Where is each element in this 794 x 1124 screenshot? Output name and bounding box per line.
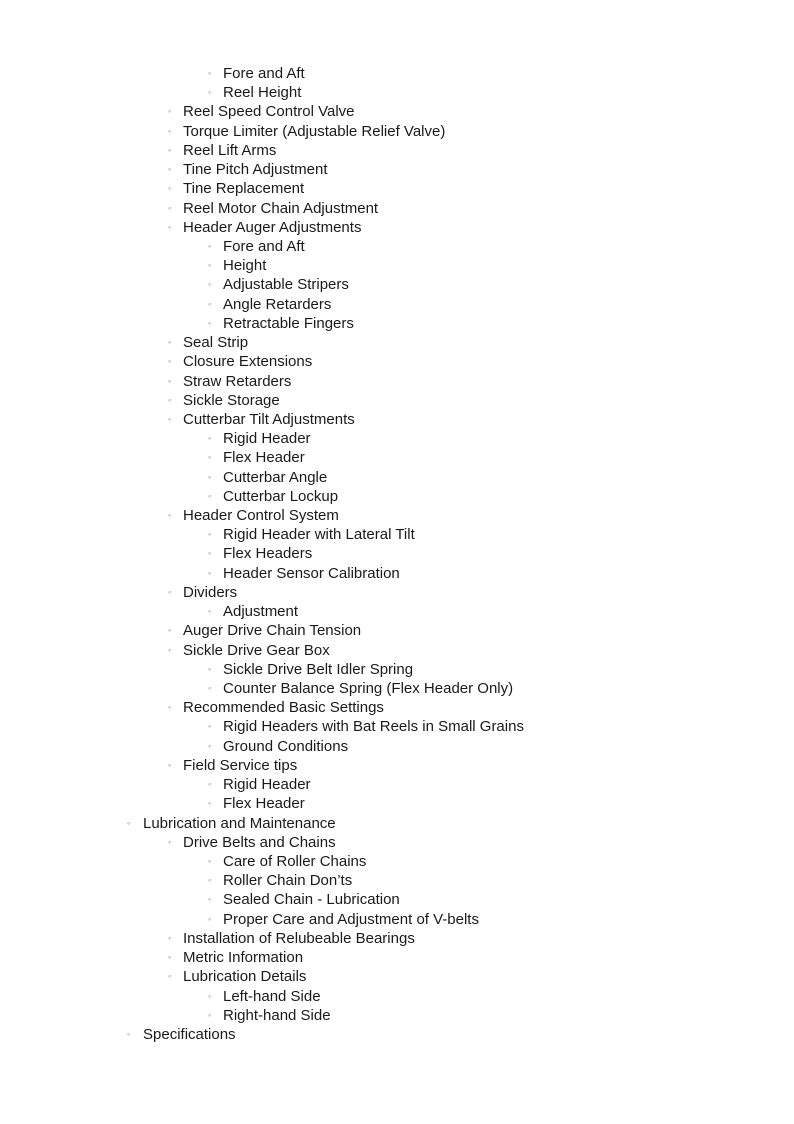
toc-entry-level-2	[0, 583, 794, 602]
toc-entry-level-3	[0, 83, 794, 102]
toc-entry-level-1	[0, 1025, 794, 1044]
toc-entry-level-3	[0, 660, 794, 679]
hollow-bullet-icon: ◦	[208, 606, 212, 617]
toc-entry-label: Metric Information	[183, 949, 304, 967]
hollow-bullet-icon: ◦	[168, 375, 172, 386]
toc-entry-label: Sickle Storage	[183, 391, 280, 409]
toc-entry-label: Cutterbar Angle	[223, 468, 328, 486]
toc-entry-label: Roller Chain Don’ts	[223, 872, 353, 890]
toc-entry-level-2	[0, 967, 794, 986]
toc-entry-level-2	[0, 391, 794, 410]
hollow-bullet-icon: ◦	[168, 644, 172, 655]
toc-entry-level-3	[0, 679, 794, 698]
toc-entry-label: Ground Conditions	[223, 737, 349, 755]
hollow-bullet-icon: ◦	[208, 740, 212, 751]
toc-entry-level-2	[0, 698, 794, 717]
toc-entry-label: Reel Lift Arms	[183, 141, 277, 159]
toc-entry-label: Flex Headers	[223, 545, 313, 563]
hollow-bullet-icon: ◦	[208, 471, 212, 482]
toc-entry-label: Fore and Aft	[223, 65, 305, 82]
hollow-bullet-icon: ◦	[127, 1028, 131, 1039]
toc-entry-label: Lubrication Details	[183, 968, 307, 986]
hollow-bullet-icon: ◦	[208, 875, 212, 886]
hollow-bullet-icon: ◦	[168, 221, 172, 232]
toc-entry-level-3	[0, 717, 794, 736]
toc-entry-level-2	[0, 333, 794, 352]
toc-entry-label: Torque Limiter (Adjustable Relief Valve)	[183, 122, 446, 140]
toc-entry-label: Counter Balance Spring (Flex Header Only)	[223, 680, 514, 697]
toc-entry-label: Proper Care and Adjustment of V-belts	[223, 910, 479, 928]
hollow-bullet-icon: ◦	[168, 952, 172, 963]
toc-entry-level-3	[0, 256, 794, 275]
hollow-bullet-icon: ◦	[208, 529, 212, 540]
hollow-bullet-icon: ◦	[208, 490, 212, 501]
toc-entry-label: Header Control System	[183, 507, 339, 525]
hollow-bullet-icon: ◦	[208, 298, 212, 309]
toc-entry-label: Rigid Headers with Bat Reels in Small Grains	[223, 718, 524, 736]
toc-entry-level-3	[0, 564, 794, 583]
toc-entry-label: Tine Pitch Adjustment	[183, 161, 328, 179]
toc-entry-label: Angle Retarders	[223, 295, 332, 313]
toc-entry-level-2	[0, 929, 794, 948]
toc-entry-level-2	[0, 179, 794, 198]
toc-entry-label: Reel Height	[223, 84, 302, 102]
toc-entry-label: Reel Speed Control Valve	[183, 103, 355, 121]
toc-entry-level-3	[0, 987, 794, 1006]
hollow-bullet-icon: ◦	[208, 894, 212, 905]
hollow-bullet-icon: ◦	[208, 433, 212, 444]
toc-entry-label: Closure Extensions	[183, 353, 313, 371]
toc-entry-level-2	[0, 352, 794, 371]
hollow-bullet-icon: ◦	[168, 932, 172, 943]
toc-entry-level-2	[0, 102, 794, 121]
toc-entry-level-2	[0, 948, 794, 967]
hollow-bullet-icon: ◦	[208, 1009, 212, 1020]
toc-entry-label: Drive Belts and Chains	[183, 833, 336, 851]
toc-entry-level-2	[0, 833, 794, 852]
hollow-bullet-icon: ◦	[208, 779, 212, 790]
hollow-bullet-icon: ◦	[168, 106, 172, 117]
toc-entry-label: Sickle Drive Belt Idler Spring	[223, 660, 414, 678]
hollow-bullet-icon: ◦	[208, 68, 212, 78]
hollow-bullet-icon: ◦	[168, 125, 172, 136]
toc-entry-level-3	[0, 794, 794, 813]
hollow-bullet-icon: ◦	[208, 452, 212, 463]
hollow-bullet-icon: ◦	[168, 971, 172, 982]
toc-entry-level-2	[0, 641, 794, 660]
toc-entry-level-3	[0, 525, 794, 544]
toc-entry-label: Lubrication and Maintenance	[143, 814, 336, 832]
hollow-bullet-icon: ◦	[208, 279, 212, 290]
toc-entry-level-2	[0, 506, 794, 525]
toc-entry-level-3	[0, 64, 794, 83]
hollow-bullet-icon: ◦	[127, 817, 131, 828]
hollow-bullet-icon: ◦	[208, 990, 212, 1001]
toc-entry-label: Header Auger Adjustments	[183, 218, 362, 236]
toc-entry-label: Adjustment	[223, 603, 299, 621]
hollow-bullet-icon: ◦	[168, 759, 172, 770]
toc-entry-label: Dividers	[183, 583, 238, 601]
hollow-bullet-icon: ◦	[208, 260, 212, 271]
toc-entry-label: Seal Strip	[183, 334, 249, 352]
toc-entry-level-2	[0, 756, 794, 775]
hollow-bullet-icon: ◦	[208, 855, 212, 866]
toc-entry-label: Left-hand Side	[223, 987, 321, 1005]
hollow-bullet-icon: ◦	[208, 240, 212, 251]
toc-entry-label: Rigid Header with Lateral Tilt	[223, 526, 415, 544]
toc-entry-level-2	[0, 199, 794, 218]
toc-entry-label: Recommended Basic Settings	[183, 699, 384, 717]
hollow-bullet-icon: ◦	[168, 183, 172, 194]
toc-entry-level-3	[0, 871, 794, 890]
toc-entry-level-3	[0, 737, 794, 756]
hollow-bullet-icon: ◦	[168, 164, 172, 175]
toc-entry-level-2	[0, 218, 794, 237]
toc-entry-level-3	[0, 314, 794, 333]
hollow-bullet-icon: ◦	[168, 702, 172, 713]
hollow-bullet-icon: ◦	[208, 798, 212, 809]
hollow-bullet-icon: ◦	[208, 913, 212, 924]
toc-entry-label: Sealed Chain - Lubrication	[223, 891, 400, 909]
table-of-contents	[0, 64, 794, 1044]
toc-entry-level-3	[0, 890, 794, 909]
hollow-bullet-icon: ◦	[208, 567, 212, 578]
toc-entry-label: Installation of Relubeable Bearings	[183, 929, 415, 947]
hollow-bullet-icon: ◦	[168, 836, 172, 847]
toc-entry-level-3	[0, 775, 794, 794]
hollow-bullet-icon: ◦	[168, 394, 172, 405]
toc-entry-label: Care of Roller Chains	[223, 852, 367, 870]
toc-entry-level-3	[0, 448, 794, 467]
hollow-bullet-icon: ◦	[208, 317, 212, 328]
hollow-bullet-icon: ◦	[208, 663, 212, 674]
toc-entry-label: Rigid Header	[223, 430, 311, 448]
toc-entry-label: Specifications	[143, 1025, 236, 1043]
hollow-bullet-icon: ◦	[208, 548, 212, 559]
hollow-bullet-icon: ◦	[208, 87, 212, 98]
toc-entry-level-3	[0, 910, 794, 929]
toc-entry-level-2	[0, 141, 794, 160]
toc-entry-label: Header Sensor Calibration	[223, 564, 400, 582]
toc-entry-level-1	[0, 814, 794, 833]
toc-entry-label: Cutterbar Lockup	[223, 487, 339, 505]
toc-entry-level-3	[0, 544, 794, 563]
hollow-bullet-icon: ◦	[168, 510, 172, 521]
toc-entry-label: Rigid Header	[223, 776, 311, 794]
toc-entry-level-2	[0, 122, 794, 141]
toc-entry-label: Tine Replacement	[183, 180, 305, 198]
toc-entry-level-3	[0, 852, 794, 871]
toc-entry-level-3	[0, 468, 794, 487]
hollow-bullet-icon: ◦	[168, 586, 172, 597]
toc-entry-label: Flex Header	[223, 795, 305, 813]
toc-entry-level-2	[0, 410, 794, 429]
toc-entry-label: Sickle Drive Gear Box	[183, 641, 330, 659]
toc-entry-label: Height	[223, 257, 267, 275]
toc-entry-label: Right-hand Side	[223, 1006, 331, 1024]
toc-entry-label: Flex Header	[223, 449, 305, 467]
toc-entry-level-3	[0, 602, 794, 621]
toc-entry-label: Field Service tips	[183, 756, 298, 774]
toc-entry-label: Auger Drive Chain Tension	[183, 622, 362, 640]
toc-entry-level-2	[0, 621, 794, 640]
toc-entry-level-3	[0, 295, 794, 314]
hollow-bullet-icon: ◦	[168, 356, 172, 367]
hollow-bullet-icon: ◦	[168, 144, 172, 155]
toc-entry-level-3	[0, 1006, 794, 1025]
hollow-bullet-icon: ◦	[168, 625, 172, 636]
toc-entry-label: Adjustable Stripers	[223, 276, 349, 294]
toc-entry-level-2	[0, 160, 794, 179]
toc-entry-label: Fore and Aft	[223, 237, 305, 255]
toc-entry-label: Straw Retarders	[183, 372, 292, 390]
hollow-bullet-icon: ◦	[168, 202, 172, 213]
toc-entry-level-3	[0, 429, 794, 448]
toc-entry-level-3	[0, 275, 794, 294]
hollow-bullet-icon: ◦	[208, 721, 212, 732]
toc-entry-level-2	[0, 372, 794, 391]
toc-entry-label: Retractable Fingers	[223, 314, 354, 332]
hollow-bullet-icon: ◦	[168, 413, 172, 424]
toc-entry-label: Reel Motor Chain Adjustment	[183, 199, 379, 217]
hollow-bullet-icon: ◦	[168, 337, 172, 348]
toc-entry-label: Cutterbar Tilt Adjustments	[183, 410, 355, 428]
toc-entry-level-3	[0, 487, 794, 506]
toc-entry-level-3	[0, 237, 794, 256]
hollow-bullet-icon: ◦	[208, 683, 212, 693]
